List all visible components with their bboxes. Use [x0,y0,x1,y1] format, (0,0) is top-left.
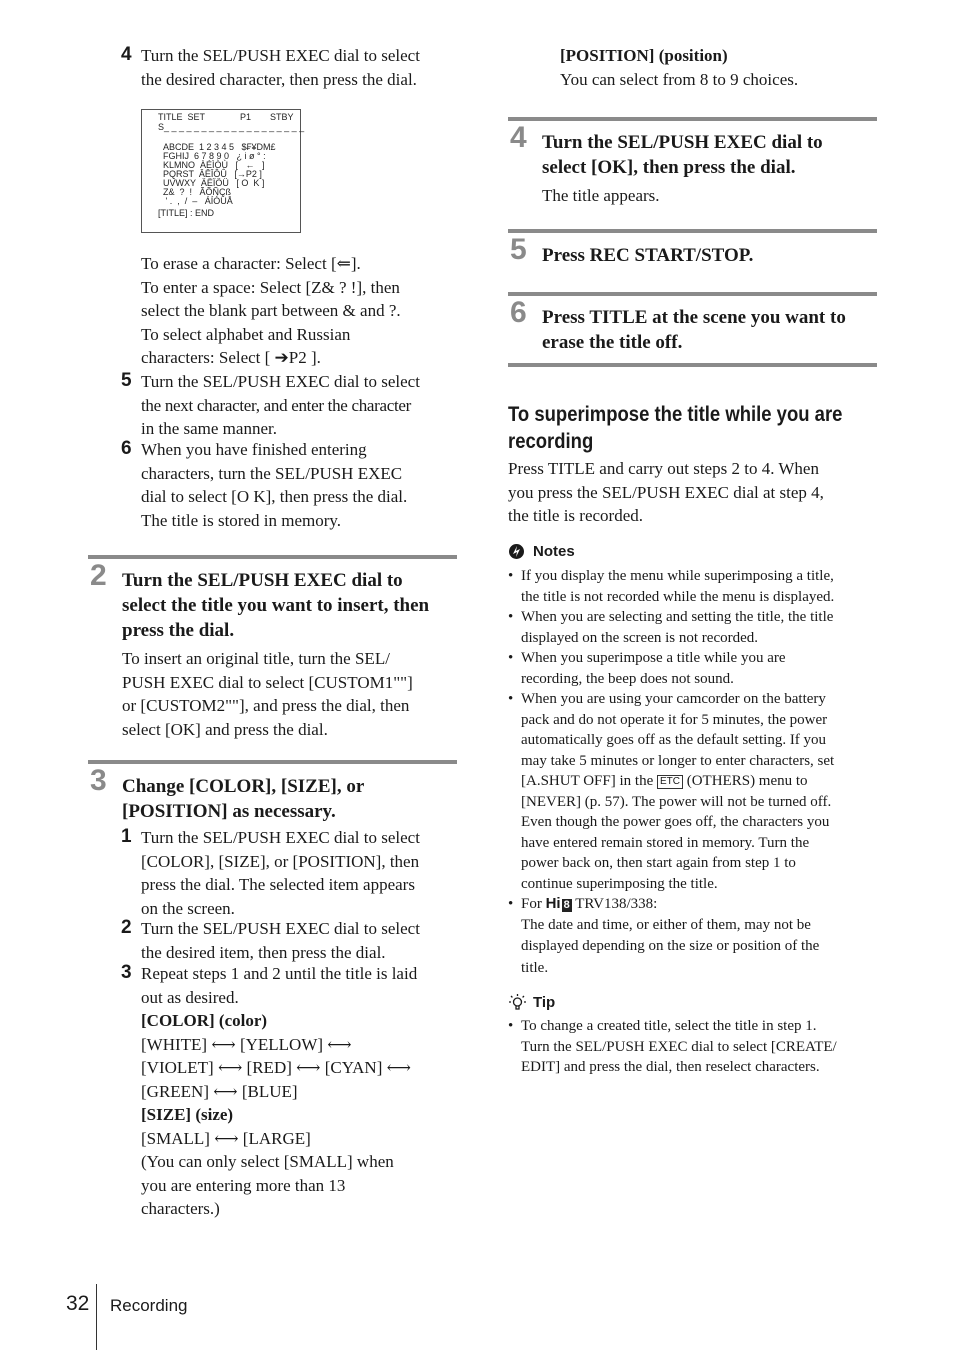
screen-char-row: KLMNO ÀÉÌÒÙ [ ← ] [163,160,265,170]
bullet: • [508,1018,514,1034]
text-line: To change a created title, select the title in step 1. [521,1018,817,1034]
hi8-logo-icon [546,894,572,915]
text-line: dial to select [O K], then press the dial. [141,487,408,506]
tip-label: Tip [533,994,556,1011]
tip-item [508,1016,878,1081]
text-line: Turn the SEL/PUSH EXEC dial to [122,570,403,591]
lightbulb-icon [508,993,527,1012]
screen-char-row: Z& ? ! ÃÕÑÇß [163,187,232,197]
step-2-number: 2 [90,559,107,592]
screen-title-set: TITLE SET [158,112,206,122]
step-5-number: 5 [510,233,527,266]
text-line: When you superimpose a title while you are [521,650,786,666]
text-line: press the dial. [122,620,235,641]
text-line: Press REC START/STOP. [542,245,754,266]
text-line: Repeat steps 1 and 2 until the title is laid [141,964,418,983]
step-divider [508,117,877,121]
text-line: TRV138/338: [575,896,658,912]
text-line: To enter a space: Select [Z& ? !], then [141,277,400,297]
text-line: You can select from 8 to 9 choices. [560,69,799,89]
color-option-heading: [COLOR] (color) [141,1011,268,1030]
step-3-title [122,774,364,824]
step-4-title [542,130,823,180]
substep-number: 2 [121,917,132,938]
text-line: the title is not recorded while the menu is displayed. [521,588,835,605]
notes-label: Notes [533,543,575,560]
tip-header [508,993,555,1012]
step-3-substep-1 [121,826,459,920]
step-divider [88,555,457,559]
step-2-body [122,647,413,741]
text-line: [A.SHUT OFF] in the [521,773,654,789]
text-line: you press the SEL/PUSH EXEC dial at step 4, [508,482,824,502]
text-line: When you are selecting and setting the title, the title [521,609,834,625]
note-item [508,607,878,648]
section-body [508,457,824,528]
text-line: characters, turn the SEL/PUSH EXEC [141,463,403,483]
text-line: The title is stored in memory. [141,510,342,530]
text-line: select the blank part between & and ?. [141,301,401,320]
text-line: To superimpose the title while you are [508,403,843,426]
substep-4 [121,44,459,91]
substep-number: 1 [121,826,132,847]
bullet: • [508,650,514,666]
hi8-logo-text: Hi [545,895,561,912]
position-option-heading: [POSITION] (position) [560,46,728,65]
note-item [508,689,878,894]
text-line: automatically goes off as the default setting. If you [521,732,827,748]
text-line: displayed on the screen is not recorded. [521,629,759,646]
bullet: • [508,568,514,584]
color-options: [WHITE] ⟷ [YELLOW] ⟷ [141,1034,352,1054]
page-number: 32 [66,1292,90,1315]
text-line: Press TITLE and carry out steps 2 to 4. When [508,459,819,478]
step-2-title [122,568,429,643]
text-line: The date and time, or either of them, may not be [521,916,811,933]
notes-header [508,543,575,560]
text-line: select the title you want to insert, then [122,595,430,616]
etc-menu-icon: ETC [657,775,683,789]
text-line: power back on, then start again from step 1 to [521,855,796,871]
step-4-body: The title appears. [542,186,660,205]
step-3-substep-3 [121,962,459,1221]
screen-char-row: UVWXY ÄËÏÖÜ [ O K ] [163,178,265,188]
substep-6 [121,438,459,532]
text-line: the desired character, then press the dial. [141,69,417,89]
text-line: the desired item, then press the dial. [141,942,386,962]
text-line: [COLOR], [SIZE], or [POSITION], then [141,851,420,871]
step-4-number: 4 [510,121,527,154]
substep-number: 4 [121,44,132,65]
text-line: displayed depending on the size or position of the [521,938,820,954]
text-line: Even though the power goes off, the characters you [521,814,830,830]
step-divider [508,363,877,367]
step-5-title [542,243,753,268]
text-line: (You can only select [SMALL] when [141,1152,394,1171]
bullet: • [508,896,514,912]
screen-end-label: [TITLE] : END [158,208,215,218]
hi8-logo-number: 8 [563,899,570,911]
text-line: [NEVER] (p. 57). The power will not be turned off. [521,793,832,810]
note-item [508,894,878,984]
title-set-screen-illustration [141,109,305,233]
text-line: Turn the SEL/PUSH EXEC dial to select [CREATE/ [521,1038,837,1055]
text-line: may take 5 minutes or longer to enter characters, set [521,752,835,769]
text-line: For [521,896,542,912]
step-divider [508,229,877,233]
text-line: the title is recorded. [508,506,644,525]
erase-instructions [141,252,459,370]
screen-char-row: ' . , / – ÁÍÓÚÅ [163,196,233,206]
step-divider [88,760,457,764]
text-line: To insert an original title, turn the SEL/ [122,649,390,668]
text-line: If you display the menu while superimposing a title, [521,568,834,584]
text-line: (OTHERS) menu to [686,773,808,789]
note-item [508,648,878,689]
notes-icon [508,543,525,560]
color-options: [GREEN] ⟷ [BLUE] [141,1081,298,1101]
text-line: characters: Select [ ➔P2 ]. [141,348,321,367]
text-line: or [CUSTOM2""], and press the dial, then [122,696,410,715]
notes-list [508,566,878,984]
text-line: press the dial. The selected item appears [141,875,415,894]
screen-p1: P1 [240,112,252,122]
text-line: recording [508,430,594,453]
text-line: title. [521,959,549,976]
text-line: on the screen. [141,898,235,918]
text-line: Change [COLOR], [SIZE], or [122,776,365,797]
step-6-title [542,305,846,355]
text-line: have entered remain stored in memory. Turn the [521,834,810,851]
step-divider [508,292,877,296]
step-3-number: 3 [90,764,107,797]
text-line: continue superimposing the title. [521,875,718,892]
text-line: in the same manner. [141,419,277,438]
text-line: Turn the SEL/PUSH EXEC dial to select [141,919,420,938]
text-line: the next character, and enter the character [141,395,412,415]
text-line: out as desired. [141,987,239,1007]
screen-cursor-line: S_ _ _ _ _ _ _ _ _ _ _ _ _ _ _ _ _ _ _ [158,122,305,132]
text-line: Turn the SEL/PUSH EXEC dial to select [141,46,420,65]
bullet: • [508,609,514,625]
screen-char-row: ABCDE 1 2 3 4 5 $₣¥DM£ [163,142,276,152]
text-line: EDIT] and press the dial, then reselect characters. [521,1059,820,1075]
text-line: erase the title off. [542,332,683,353]
substep-number: 5 [121,370,132,391]
note-item [508,566,878,607]
text-line: To erase a character: Select [⇐]. [141,254,361,273]
text-line: To select alphabet and Russian [141,324,351,344]
substep-5 [121,370,459,441]
text-line: select [OK] and press the dial. [122,719,328,739]
bullet: • [508,691,514,707]
substep-number: 6 [121,438,132,459]
size-options: [SMALL] ⟷ [LARGE] [141,1128,311,1148]
text-line: recording, the beep does not sound. [521,670,734,687]
text-line: Press TITLE at the scene you want to [542,307,846,328]
text-line: When you are using your camcorder on the battery [521,691,826,707]
section-heading [508,401,888,455]
text-line: you are entering more than 13 [141,1175,346,1195]
position-option [560,44,798,91]
text-line: pack and do not operate it for 5 minutes, the power [521,711,828,728]
screen-char-row: PQRST ÂÊÎÔÛ [→P2 ] [163,169,262,179]
substep-number: 3 [121,962,132,983]
text-line: [POSITION] as necessary. [122,801,336,822]
text-line: When you have finished entering [141,440,367,459]
text-line: PUSH EXEC dial to select [CUSTOM1""] [122,672,413,692]
step-6-number: 6 [510,296,527,329]
text-line: Turn the SEL/PUSH EXEC dial to select [141,828,420,847]
size-option-heading: [SIZE] (size) [141,1105,234,1124]
text-line: Turn the SEL/PUSH EXEC dial to select [141,372,420,391]
screen-char-row: FGHIJ 6 7 8 9 0 ¿ i ø ° : [163,151,266,161]
screen-stby: STBY [270,112,294,122]
text-line: select [OK], then press the dial. [542,157,796,178]
color-options: [VIOLET] ⟷ [RED] ⟷ [CYAN] ⟷ [141,1058,411,1077]
text-line: characters.) [141,1199,220,1218]
step-3-substep-2 [121,917,459,964]
text-line: Turn the SEL/PUSH EXEC dial to [542,132,823,153]
footer-divider [96,1284,97,1350]
footer-section-label: Recording [110,1296,188,1315]
